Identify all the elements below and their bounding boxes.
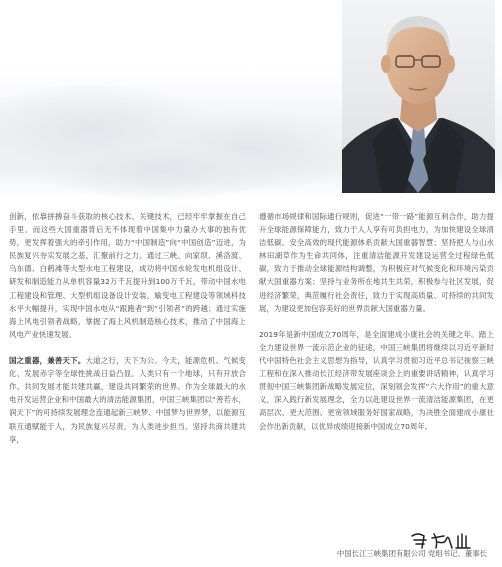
paragraph xyxy=(9,354,246,446)
paragraph: 2019年是新中国成立70周年，是全面建成小康社会的关键之年。踏上全力建设世界一流示范企业的征途，中国三峡集团将继续以习近平新时代中国特色社会主义思想为指导，认真学习贯彻习近平总书记视察三峡工程和在深入推动长江经济带发展座谈会上的重要讲话精神，认真学习贯彻中国三峡集团新战略发展定位，深刻领会发挥“六大作用”的重大意义，深入践行新发展理念，全力以赴建设世界一流清洁能源集团，在更高层次、更大范围、更宽领域服务好国家战略，为决胜全面建成小康社会作出新贡献，以优异成绩迎接新中国成立70周年。 xyxy=(259,329,494,431)
bold-lead-phrase: 国之重器，兼善天下。 xyxy=(9,356,86,366)
left-text-column xyxy=(9,210,246,446)
paragraph: 创新，依靠拼搏奋斗获取的核心技术、关键技术，已经牢牢掌握在自己手里。而这些大国重器背后无不体现着中国集中力量办大事的独有优势，更发挥着强大的牵引作用，助力“中国制造”向“中国创造”迈进，为民族复兴夯实发展之基、汇聚前行之力。通过三峡、向家坝、溪洛渡、乌东德、白鹤滩等大型水电工程建设，成功将中国水轮发电机组设计、研发和制造能力从单机容量32万千瓦提升到100万千瓦，带动中国水电工程建设和管理、大型机组设备设计安装、输变电工程建设等领域科技水平大幅提升，实现中国水电从“跟跑者”到“引领者”的跨越；通过实施海上风电引领者战略，掌握了海上风机制造核心技术，推动了中国海上风电产业快速发展。 xyxy=(9,212,246,339)
paragraph-body: 大道之行，天下为公。今天，能源危机、气候变化、发展赤字等全球性挑战日益凸显。人类只有一个地球，只有开放合作、共同发展才能共建共赢，建设共同繁荣的世界。作为全球最大的水电开发运营企业和中国最大的清洁能源集团，中国三峡集团以“善若水，润天下”的可持续发展理念连通起新三峡梦、中国梦与世界梦，以能源互联互通赋能于人，为民族复兴尽责，为人类进步担当。坚持共商共建共享， xyxy=(9,356,246,444)
signature-title: 中国长江三峡集团有限公司 党组书记、董事长 xyxy=(336,549,487,558)
paragraph: 遵循市场规律和国际通行规则，促进“一带一路”能源互利合作，助力提升全球能源保障能力，致力于人人享有可负担电力，为加快建设全球清洁低碳、安全高效的现代能源体系贡献大国重器智慧；坚持把人与山水林田湖草作为生命共同体，注重清洁能源开发建设运营全过程绿色低碳，致力于推动全球能源结构调整，为积极应对气候变化和环境污染贡献大国重器方案；坚持与业务所在地共生共荣，积极参与社区发展，促进经济繁荣，典范履行社会责任，致力于实现高质量、可持续的共同发展，为建设更加包容美好的世界贡献大国重器力量。 xyxy=(259,212,494,313)
right-text-column xyxy=(259,210,494,433)
cloud-decoration xyxy=(40,140,280,200)
portrait-photo xyxy=(342,0,495,193)
